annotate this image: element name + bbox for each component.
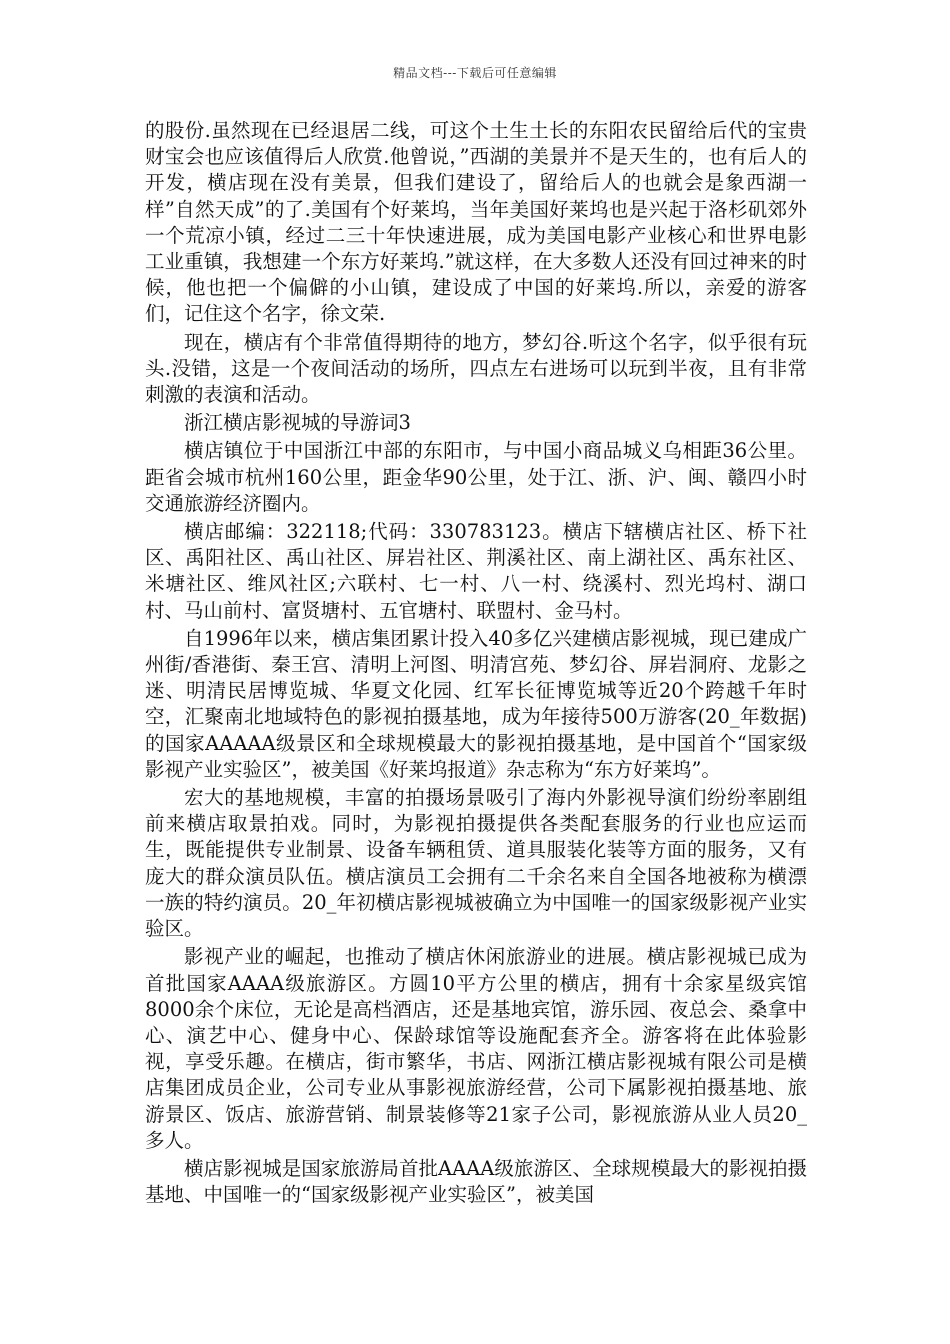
paragraph: 自1996年以来，横店集团累计投入40多亿兴建横店影视城，现已建成广州街/香港街、秦王宫、清明上河图、明清宫苑、梦幻谷、屏岩洞府、龙影之迷、明清民居博览城、华夏文化园、红军长征博览城等近20个跨越千年时空，汇聚南北地域特色的影视拍摄基地，成为年接待500万游客(20_年数据)的国家AAAAA级景区和全球规模最大的影视拍摄基地，是中国首个“国家级影视产业实验区”，被美国《好莱坞报道》杂志称为“东方好莱坞”。 [145, 626, 807, 781]
paragraph: 横店邮编：322118;代码：330783123。横店下辖横店社区、桥下社区、禹阳社区、禹山社区、屏岩社区、荆溪社区、南上湖社区、禹东社区、米塘社区、维风社区;六联村、七一村、八一村、绕溪村、烈光坞村、湖口村、马山前村、富贤塘村、五官塘村、联盟村、金马村。 [145, 520, 807, 622]
paragraph: 横店镇位于中国浙江中部的东阳市，与中国小商品城义乌相距36公里。距省会城市杭州160公里，距金华90公里，处于江、浙、沪、闽、赣四小时交通旅游经济圈内。 [145, 439, 807, 515]
paragraph: 宏大的基地规模，丰富的拍摄场景吸引了海内外影视导演们纷纷率剧组前来横店取景拍戏。同时，为影视拍摄提供各类配套服务的行业也应运而生，既能提供专业制景、设备车辆租赁、道具服装化装等方面的服务，又有庞大的群众演员队伍。横店演员工会拥有二千余名来自全国各地被称为横漂一族的特约演员。20_年初横店影视城被确立为中国唯一的国家级影视产业实验区。 [145, 786, 807, 941]
section-heading: 浙江横店影视城的导游词3 [184, 411, 411, 435]
paragraph: 横店影视城是国家旅游局首批AAAA级旅游区、全球规模最大的影视拍摄基地、中国唯一的“国家级影视产业实验区”，被美国 [145, 1156, 807, 1207]
paragraph: 现在，横店有个非常值得期待的地方，梦幻谷.听这个名字，似乎很有玩头.没错，这是一个夜间活动的场所，四点左右进场可以玩到半夜，且有非常刺激的表演和活动。 [145, 330, 807, 407]
paragraph: 的股份.虽然现在已经退居二线，可这个土生土长的东阳农民留给后代的宝贵财宝会也应该值得后人欣赏.他曾说，”西湖的美景并不是天生的，也有后人的开发，横店现在没有美景，但我们建设了，留给后人的也就会是象西湖一样”自然天成”的了.美国有个好莱坞，当年美国好莱坞也是兴起于洛杉矶郊外一个荒凉小镇，经过二三十年快速进展，成为美国电影产业核心和世界电影工业重镇，我想建一个东方好莱坞.”就这样，在大多数人还没有回过神来的时候，他也把一个偏僻的小山镇，建设成了中国的好莱坞.所以，亲爱的游客们，记住这个名字，徐文荣. [145, 119, 807, 326]
document-body [145, 118, 807, 1210]
paragraph: 影视产业的崛起，也推动了横店休闲旅游业的进展。横店影视城已成为首批国家AAAA级旅游区。方圆10平方公里的横店，拥有十余家星级宾馆8000余个床位，无论是高档酒店，还是基地宾馆，游乐园、夜总会、桑拿中心、演艺中心、健身中心、保龄球馆等设施配套齐全。游客将在此体验影视，享受乐趣。在横店，街市繁华，书店、网浙江横店影视城有限公司是横店集团成员企业，公司专业从事影视旅游经营，公司下属影视拍摄基地、旅游景区、饭店、旅游营销、制景装修等21家子公司，影视旅游从业人员20_多人。 [145, 945, 807, 1152]
page-header: 精品文档---下载后可任意编辑 [393, 66, 557, 80]
